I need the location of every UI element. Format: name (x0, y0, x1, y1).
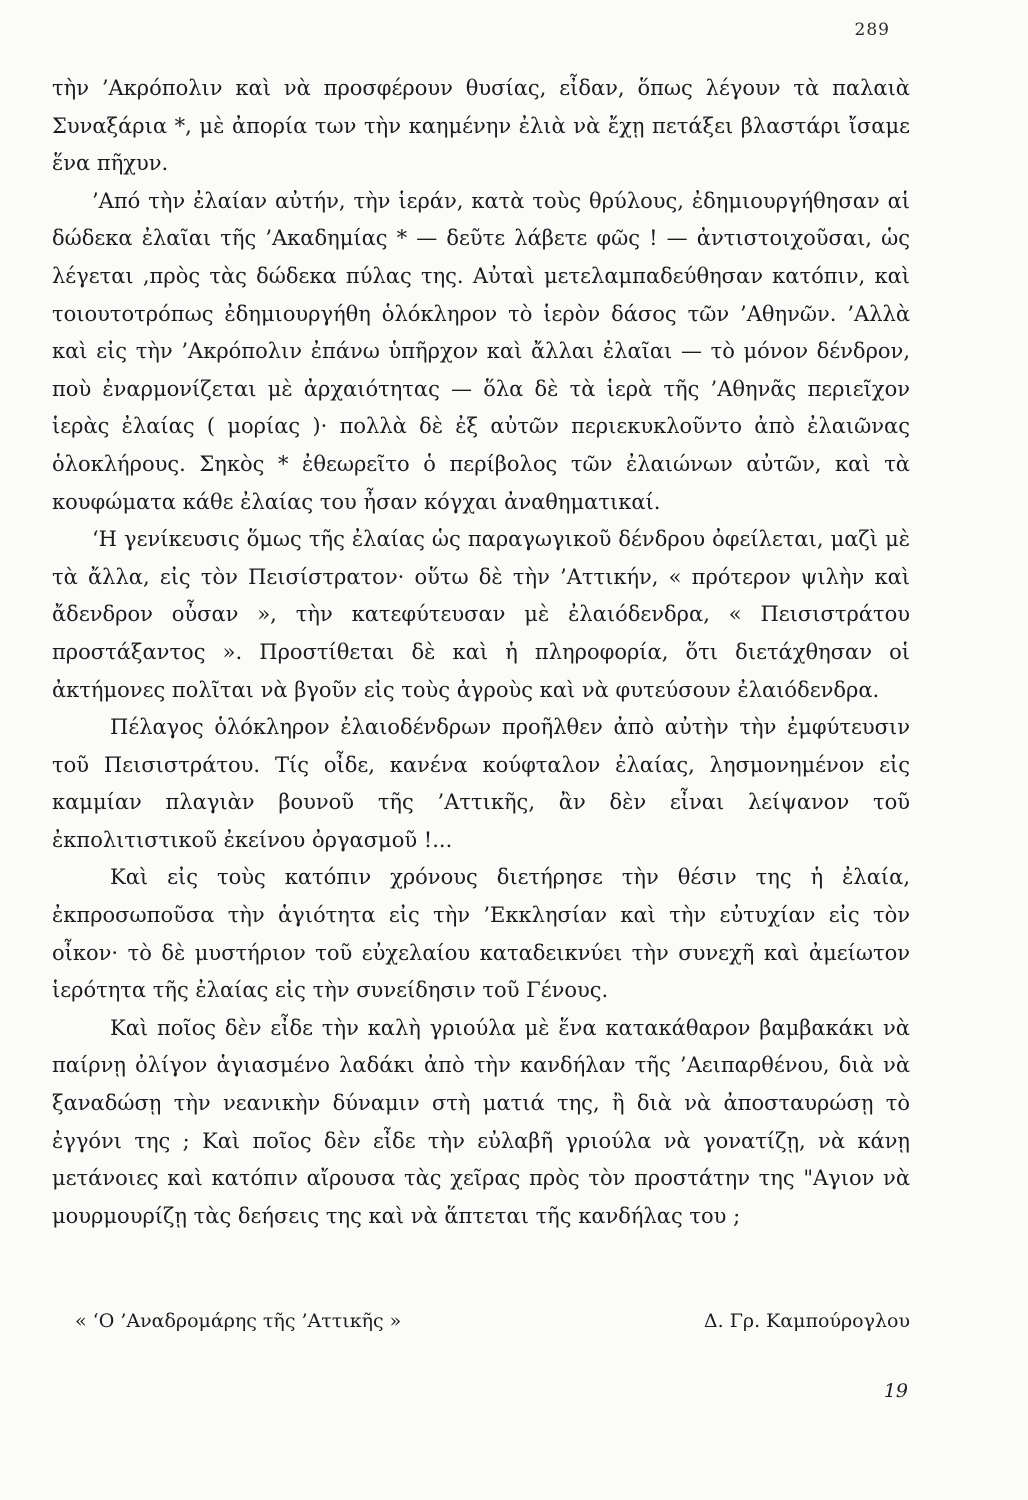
paragraph: Πέλαγος ὁλόκληρον ἐλαιοδένδρων προῆλθεν ἀπὸ αὐτὴν τὴν ἐμφύτευσιν τοῦ Πεισιστράτου. Τίς οἶδε, κανένα κούφταλον ἐλαίας, λησμονημένον εἰς καμμίαν πλαγιὰν βουνοῦ τῆς ’Αττικῆς, ἂν δὲν εἶναι λείψανον τοῦ ἐκπολιτιστικοῦ ἐκείνου ὀργασμοῦ !... (52, 715, 910, 852)
page-number: 289 (854, 20, 890, 40)
paragraph: ’Από τὴν ἐλαίαν αὐτήν, τὴν ἱεράν, κατὰ τοὺς θρύλους, ἐδημιουργήθησαν αἱ δώδεκα ἐλαῖαι τῆς ’Ακαδημίας * — δεῦτε λάβετε φῶς ! — ἀντιστοιχοῦσαι, ὡς λέγεται ,πρὸς τὰς δώδεκα πύλας της. Αὐταὶ μετελαμπαδεύθησαν κατόπιν, καὶ τοιουτοτρόπως ἐδημιουργήθη ὁλόκληρον τὸ ἱερὸν δάσος τῶν ’Αθηνῶν. ’Αλλὰ καὶ εἰς τὴν ’Ακρόπολιν ἐπάνω ὑπῆρχον καὶ ἄλλαι ἐλαῖαι — τὸ μόνον δένδρον, ποὺ ἐναρμονίζεται μὲ ἀρχαιότητας — ὅλα δὲ τὰ ἱερὰ τῆς ’Αθηνᾶς περιεῖχον ἱερὰς ἐλαίας ( μορίας )· πολλὰ δὲ ἐξ αὐτῶν περιεκυκλοῦντο ἀπὸ ἐλαιῶνας ὁλοκλήρους. Σηκὸς * ἐθεωρεῖτο ὁ περίβολος τῶν ἐλαιώνων αὐτῶν, καὶ τὰ κουφώματα κάθε ἐλαίας του ἦσαν κόγχαι ἀναθηματικαί. (52, 188, 910, 514)
source-title: « ‘Ο ’Αναδρομάρης τῆς ’Αττικῆς » (75, 1310, 402, 1332)
citation-row (75, 1310, 910, 1332)
paragraph: τὴν ’Ακρόπολιν καὶ νὰ προσφέρουν θυσίας, εἶδαν, ὅπως λέγουν τὰ παλαιὰ Συναξάρια *, μὲ ἀπορία των τὴν καημένην ἐλιὰ νὰ ἔχῃ πετάξει βλαστάρι ἴσαμε ἕνα πῆχυν. (52, 76, 910, 176)
sheet-number: 19 (883, 1380, 908, 1402)
paragraph: ‘Η γενίκευσις ὅμως τῆς ἐλαίας ὡς παραγωγικοῦ δένδρου ὀφείλεται, μαζὶ μὲ τὰ ἄλλα, εἰς τὸν Πεισίστρατον· οὕτω δὲ τὴν ’Αττικήν, « πρότερον ψιλὴν καὶ ἄδενδρον οὖσαν », τὴν κατεφύτευσαν μὲ ἐλαιόδενδρα, « Πεισιστράτου προστάξαντος ». Προστίθεται δὲ καὶ ἡ πληροφορία, ὅτι διετάχθησαν οἱ ἀκτήμονες πολῖται νὰ βγοῦν εἰς τοὺς ἀγροὺς καὶ νὰ φυτεύσουν ἐλαιόδενδρα. (52, 527, 910, 702)
author-name: Δ. Γρ. Καμπούρογλου (703, 1310, 910, 1332)
body-text (52, 70, 910, 1235)
paragraph: Καὶ εἰς τοὺς κατόπιν χρόνους διετήρησε τὴν θέσιν της ἡ ἐλαία, ἐκπροσωποῦσα τὴν ἁγιότητα εἰς τὴν ’Εκκλησίαν καὶ τὴν εὐτυχίαν εἰς τὸν οἶκον· τὸ δὲ μυστήριον τοῦ εὐχελαίου καταδεικνύει τὴν συνεχῆ καὶ ἀμείωτον ἱερότητα τῆς ἐλαίας εἰς τὴν συνείδησιν τοῦ Γένους. (52, 865, 910, 1003)
paragraph: Καὶ ποῖος δὲν εἶδε τὴν καλὴ γριούλα μὲ ἕνα κατακάθαρον βαμβακάκι νὰ παίρνῃ ὀλίγον ἁγιασμένο λαδάκι ἀπὸ τὴν κανδήλαν τῆς ’Αειπαρθένου, διὰ νὰ ξαναδώσῃ τὴν νεανικὴν δύναμιν στὴ ματιά της, ἢ διὰ νὰ ἀποσταυρώσῃ τὸ ἐγγόνι της ; Καὶ ποῖος δὲν εἶδε τὴν εὐλαβῆ γριούλα νὰ γονατίζῃ, νὰ κάνῃ μετάνοιες καὶ κατόπιν αἴρουσα τὰς χεῖρας πρὸς τὸν προστάτην της "Αγιον νὰ μουρμουρίζῃ τὰς δεήσεις της καὶ νὰ ἅπτεται τῆς κανδήλας του ; (52, 1015, 910, 1228)
